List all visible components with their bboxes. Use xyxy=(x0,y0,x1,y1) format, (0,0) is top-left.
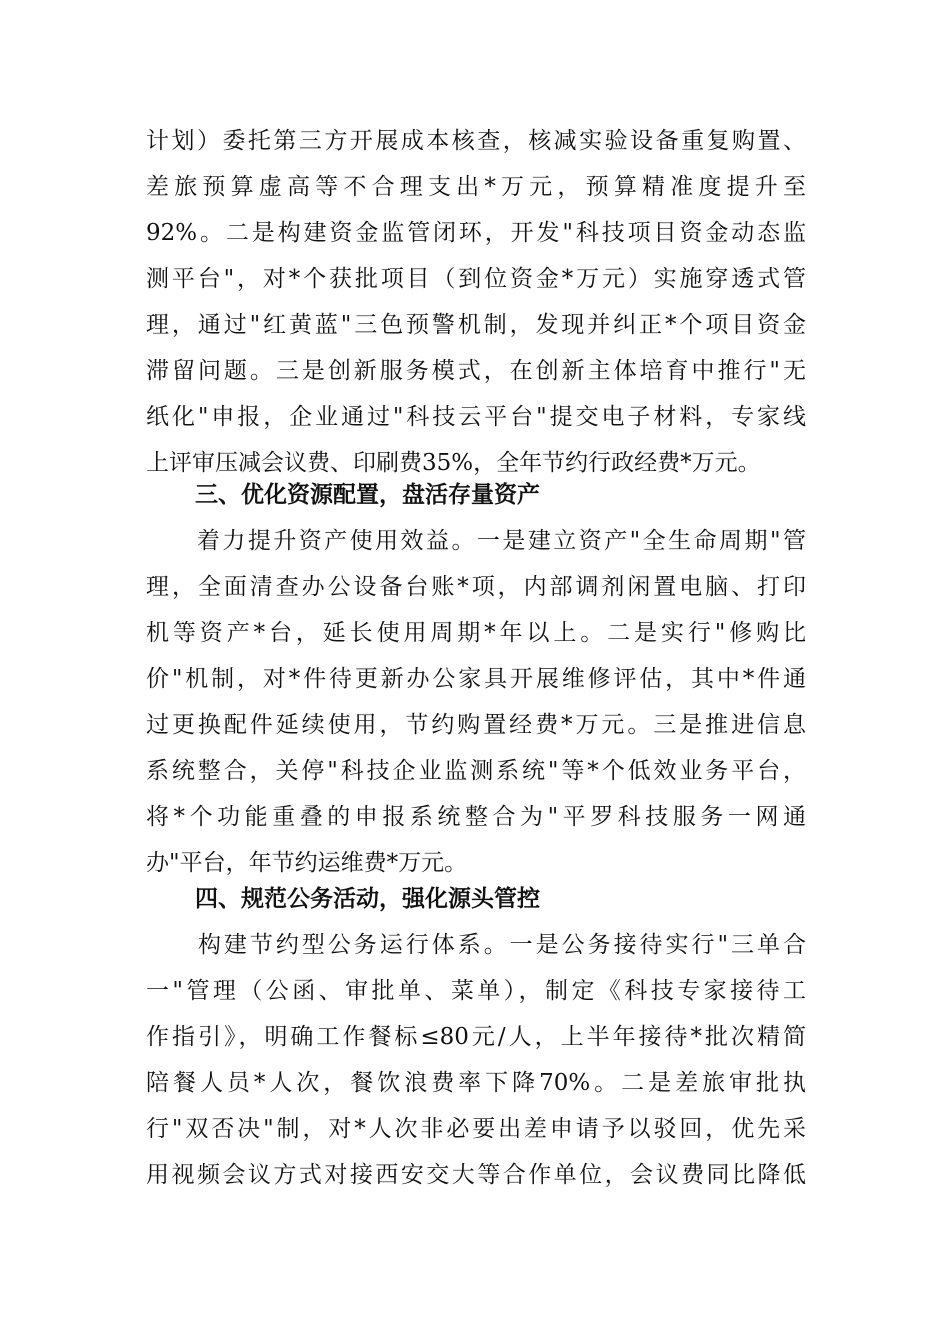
text-line: 差旅预算虚高等不合理支出*万元，预算精准度提升至 xyxy=(146,174,806,200)
text-line: 计划）委托第三方开展成本核查，核减实验设备重复购置、 xyxy=(146,128,806,154)
text-line: 用视频会议方式对接西安交大等合作单位，会议费同比降低 xyxy=(146,1162,806,1188)
text-line: 将*个功能重叠的申报系统整合为"平罗科技服务一网通 xyxy=(146,804,806,830)
text-line: 系统整合，关停"科技企业监测系统"等*个低效业务平台， xyxy=(146,758,806,784)
text-line: 价"机制，对*件待更新办公家具开展维修评估，其中*件通 xyxy=(146,666,806,692)
text-line: 过更换配件延续使用，节约购置经费*万元。三是推进信息 xyxy=(146,712,806,738)
text-line: 陪餐人员*人次，餐饮浪费率下降70%。二是差旅审批执 xyxy=(146,1070,806,1096)
text-line: 理，通过"红黄蓝"三色预警机制，发现并纠正*个项目资金 xyxy=(146,312,806,338)
section-heading-3: 三、优化资源配置，盘活存量资产 xyxy=(195,482,540,508)
text-line: 上评审压减会议费、印刷费35%，全年节约行政经费*万元。 xyxy=(146,450,761,476)
text-line: 理，全面清查办公设备台账*项，内部调剂闲置电脑、打印 xyxy=(146,574,806,600)
text-line: 纸化"申报，企业通过"科技云平台"提交电子材料，专家线 xyxy=(146,404,806,430)
text-line: 行"双否决"制，对*人次非必要出差申请予以驳回，优先采 xyxy=(146,1116,806,1142)
text-line: 作指引》，明确工作餐标≤80元/人，上半年接待*批次精简 xyxy=(146,1024,806,1050)
text-line: 92%。二是构建资金监管闭环，开发"科技项目资金动态监 xyxy=(146,220,806,246)
text-line: 一"管理（公函、审批单、菜单），制定《科技专家接待工 xyxy=(146,978,806,1004)
text-line: 机等资产*台，延长使用周期*年以上。二是实行"修购比 xyxy=(146,620,806,646)
text-line: 测平台"，对*个获批项目（到位资金*万元）实施穿透式管 xyxy=(146,266,806,292)
text-line: 办"平台，年节约运维费*万元。 xyxy=(146,850,468,876)
text-line: 着力提升资产使用效益。一是建立资产"全生命周期"管 xyxy=(146,528,806,554)
text-line: 滞留问题。三是创新服务模式，在创新主体培育中推行"无 xyxy=(146,358,806,384)
text-line: 构建节约型公务运行体系。一是公务接待实行"三单合 xyxy=(146,932,806,958)
section-heading-4: 四、规范公务活动，强化源头管控 xyxy=(195,886,540,912)
